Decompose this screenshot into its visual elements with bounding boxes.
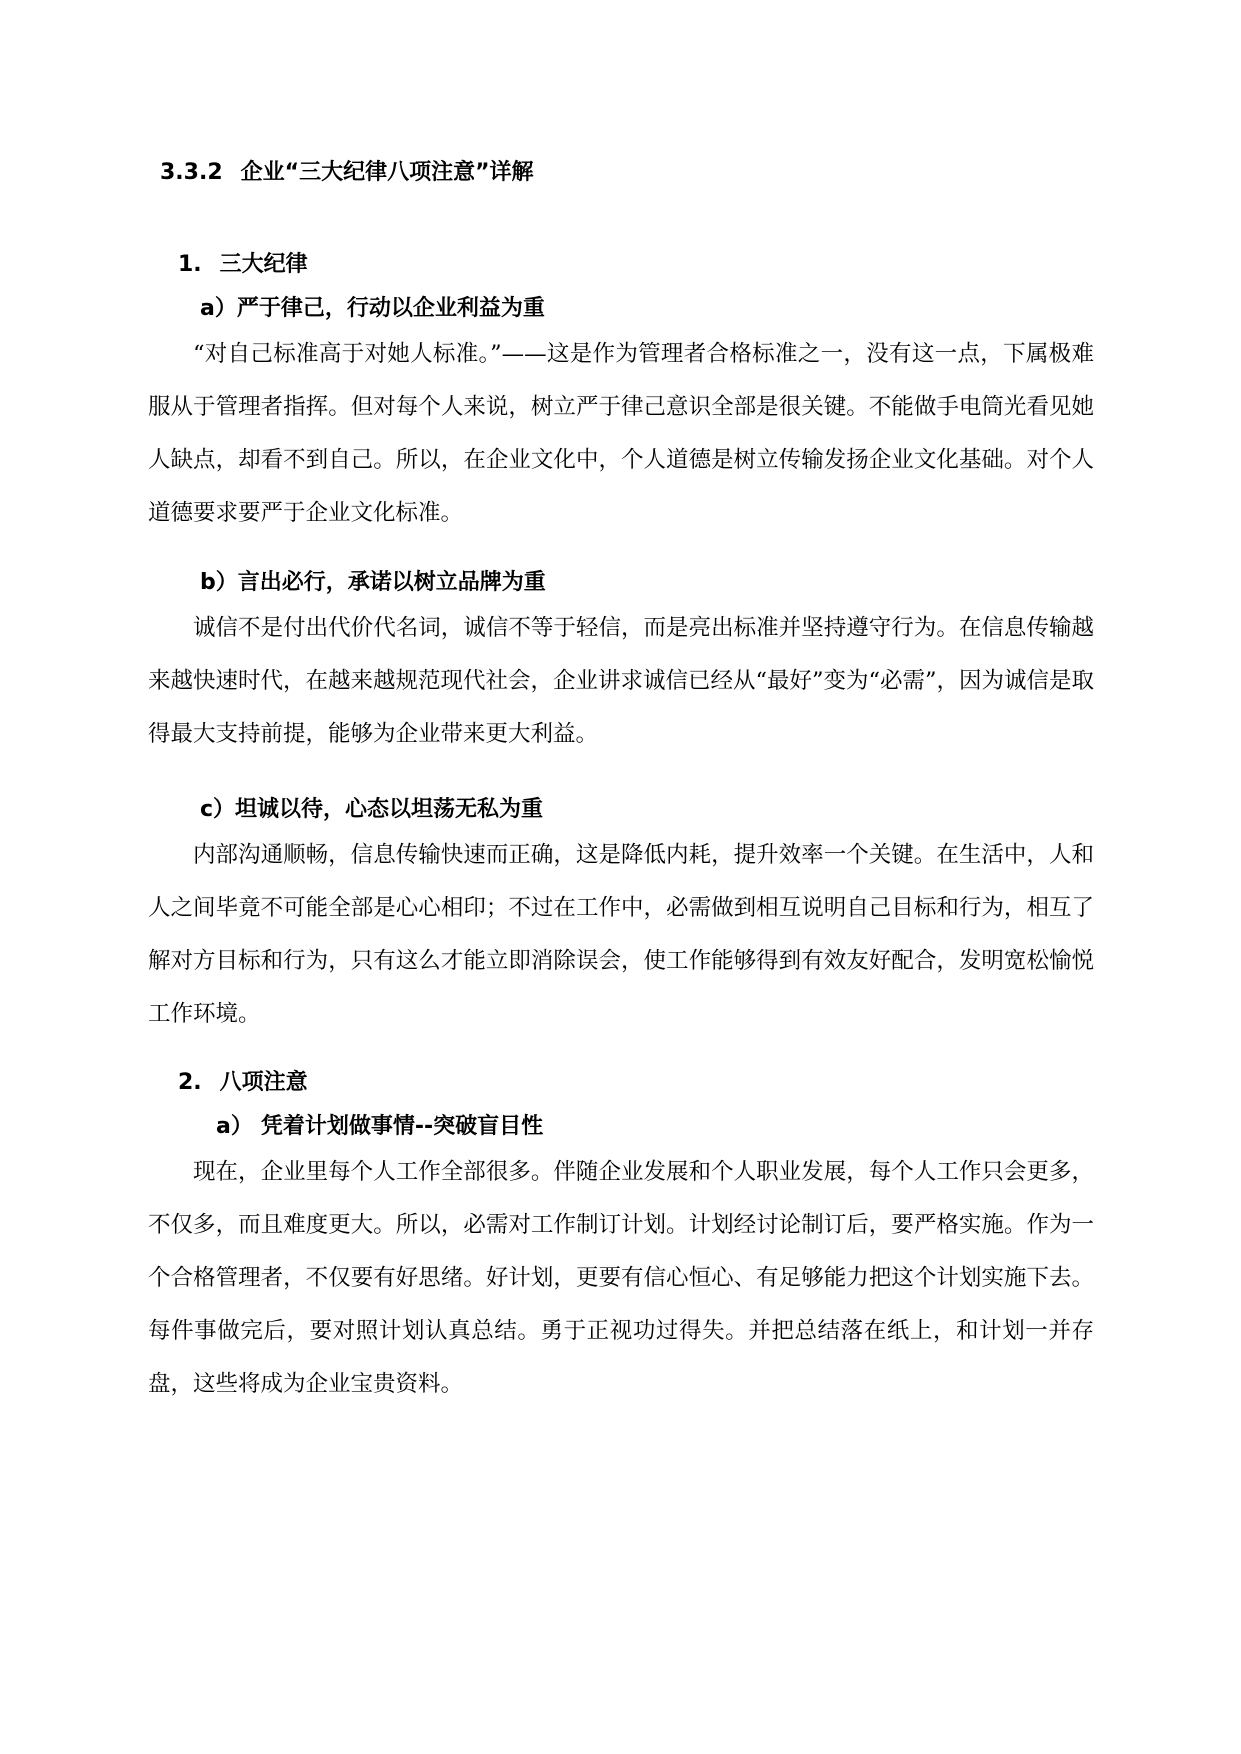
item-marker: b） xyxy=(200,570,238,595)
section-title: 企业“三大纪律八项注意”详解 xyxy=(240,160,534,185)
item-title: 严于律己，行动以企业利益为重 xyxy=(236,296,545,321)
part2-heading xyxy=(178,1068,308,1098)
item-marker: c） xyxy=(200,797,236,822)
item-title: 坦诚以待，心态以坦荡无私为重 xyxy=(235,797,544,822)
part2-title: 八项注意 xyxy=(219,1070,308,1095)
part1-item-b-heading xyxy=(200,568,546,598)
item-marker: a） xyxy=(200,296,237,321)
item-title: 言出必行，承诺以树立品牌为重 xyxy=(237,570,546,595)
part1-item-a-heading xyxy=(200,294,545,324)
section-heading xyxy=(160,158,534,188)
part1-item-c-body: 内部沟通顺畅，信息传输快速而正确，这是降低内耗，提升效率一个关键。在生活中，人和人之间毕竟不可能全部是心心相印；不过在工作中，必需做到相互说明自己目标和行为，相互了解对方目标和行为，只有这么才能立即消除误会，使工作能够得到有效友好配合，发明宽松愉悦工作环境。 xyxy=(148,842,1094,1027)
item-marker: a） xyxy=(216,1114,253,1139)
part1-item-b-body: 诚信不是付出代价代名词，诚信不等于轻信，而是亮出标准并坚持遵守行为。在信息传输越来越快速时代，在越来越规范现代社会，企业讲求诚信已经从“最好”变为“必需”，因为诚信是取得最大支持前提，能够为企业带来更大利益。 xyxy=(148,615,1095,747)
part1-item-a-body: “对自己标准高于对她人标准。”——这是作为管理者合格标准之一，没有这一点，下属极难服从于管理者指挥。但对每个人来说，树立严于律己意识全部是很关键。不能做手电筒光看见她人缺点，却看不到自己。所以，在企业文化中，个人道德是树立传输发扬企业文化基础。对个人道德要求要严于企业文化标准。 xyxy=(148,341,1094,526)
part2-item-a-body: 现在，企业里每个人工作全部很多。伴随企业发展和个人职业发展，每个人工作只会更多，不仅多，而且难度更大。所以，必需对工作制订计划。计划经讨论制订后，要严格实施。作为一个合格管理者，不仅要有好思绪。好计划，更要有信心恒心、有足够能力把这个计划实施下去。每件事做完后，要对照计划认真总结。勇于正视功过得失。并把总结落在纸上，和计划一并存盘，这些将成为企业宝贵资料。 xyxy=(148,1159,1094,1397)
part1-number: 1. xyxy=(178,252,202,277)
part2-item-a-heading xyxy=(216,1112,543,1142)
part2-number: 2. xyxy=(178,1070,202,1095)
part1-title: 三大纪律 xyxy=(219,252,308,277)
item-title: 凭着计划做事情--突破盲目性 xyxy=(260,1114,544,1139)
section-number: 3.3.2 xyxy=(160,160,223,185)
part1-heading xyxy=(178,250,308,280)
part1-item-c-heading xyxy=(200,795,543,825)
